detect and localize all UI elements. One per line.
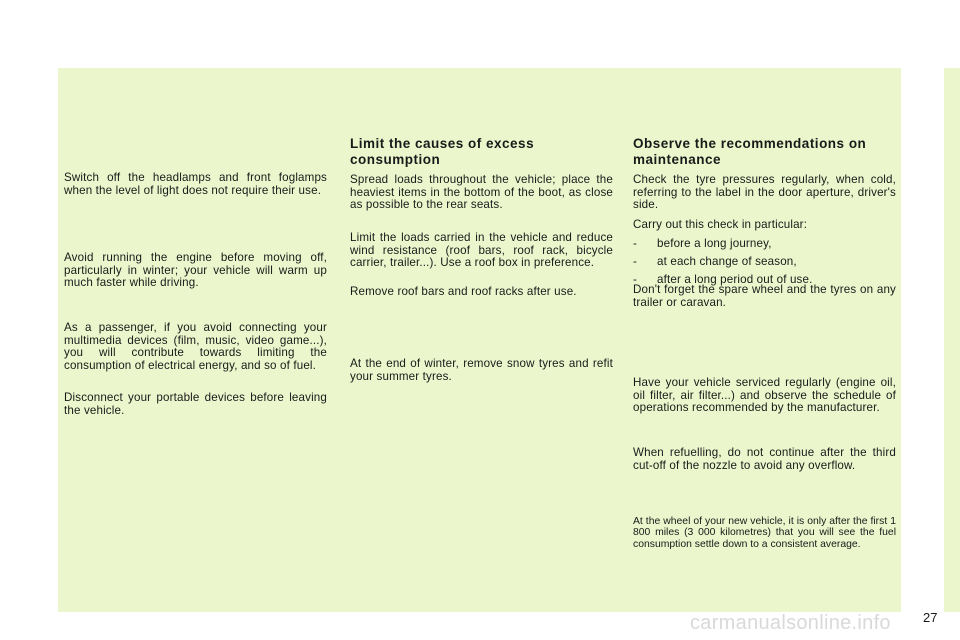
list-item-text: at each change of season,: [657, 255, 797, 268]
paragraph-tyre-pressures: Check the tyre pressures regularly, when cold, referring to the label in the door aperture, driver's side.: [633, 173, 896, 212]
paragraph-spare-wheel: Don't forget the spare wheel and the tyres on any trailer or caravan.: [633, 283, 896, 309]
watermark-text: carmanualsonline.info: [690, 612, 891, 634]
list-item-text: before a long journey,: [657, 237, 772, 250]
list-item-text: after a long period out of use.: [657, 273, 813, 286]
page-number: 27: [923, 610, 938, 625]
list-dash: -: [633, 255, 638, 268]
paragraph-refuelling: When refuelling, do not continue after the third cut-off of the nozzle to avoid any overflow.: [633, 446, 896, 472]
paragraph-servicing: Have your vehicle serviced regularly (engine oil, oil filter, air filter...) and observe the schedule of operations recommended by the manufacturer.: [633, 376, 896, 415]
page-edge-strip: [944, 68, 960, 612]
paragraph-spread-loads: Spread loads throughout the vehicle; place the heaviest items in the bottom of the boot, as close as possible to the rear seats.: [350, 173, 613, 212]
paragraph-snow-tyres: At the end of winter, remove snow tyres and refit your summer tyres.: [350, 357, 613, 383]
paragraph-new-vehicle: At the wheel of your new vehicle, it is only after the first 1 800 miles (3 000 kilometres) that you will see the fuel consumption settle down to a consistent average.: [633, 516, 896, 550]
list-item: [633, 238, 896, 256]
paragraph-roof-bars: Remove roof bars and roof racks after use.: [350, 285, 577, 298]
heading-maintenance: Observe the recommendations on maintenance: [633, 136, 867, 167]
paragraph-engine-warmup: Avoid running the engine before moving off, particularly in winter; your vehicle will warm up much faster while driving.: [64, 251, 327, 290]
paragraph-multimedia: As a passenger, if you avoid connecting your multimedia devices (film, music, video game...), you will contribute towards limiting the consumption of electrical energy, and so of fuel.: [64, 321, 327, 372]
list-item: [633, 256, 896, 274]
heading-excess-consumption: Limit the causes of excess consumption: [350, 136, 535, 167]
paragraph-headlamps: Switch off the headlamps and front foglamps when the level of light does not require their use.: [64, 171, 327, 197]
paragraph-limit-loads: Limit the loads carried in the vehicle and reduce wind resistance (roof bars, roof rack, bicycle carrier, trailer...). Use a roof box in preference.: [350, 231, 613, 270]
paragraph-portable-devices: Disconnect your portable devices before leaving the vehicle.: [64, 391, 327, 417]
list-dash: -: [633, 237, 638, 250]
paragraph-check-intro: Carry out this check in particular:: [633, 218, 808, 231]
list-dash: -: [633, 273, 638, 286]
